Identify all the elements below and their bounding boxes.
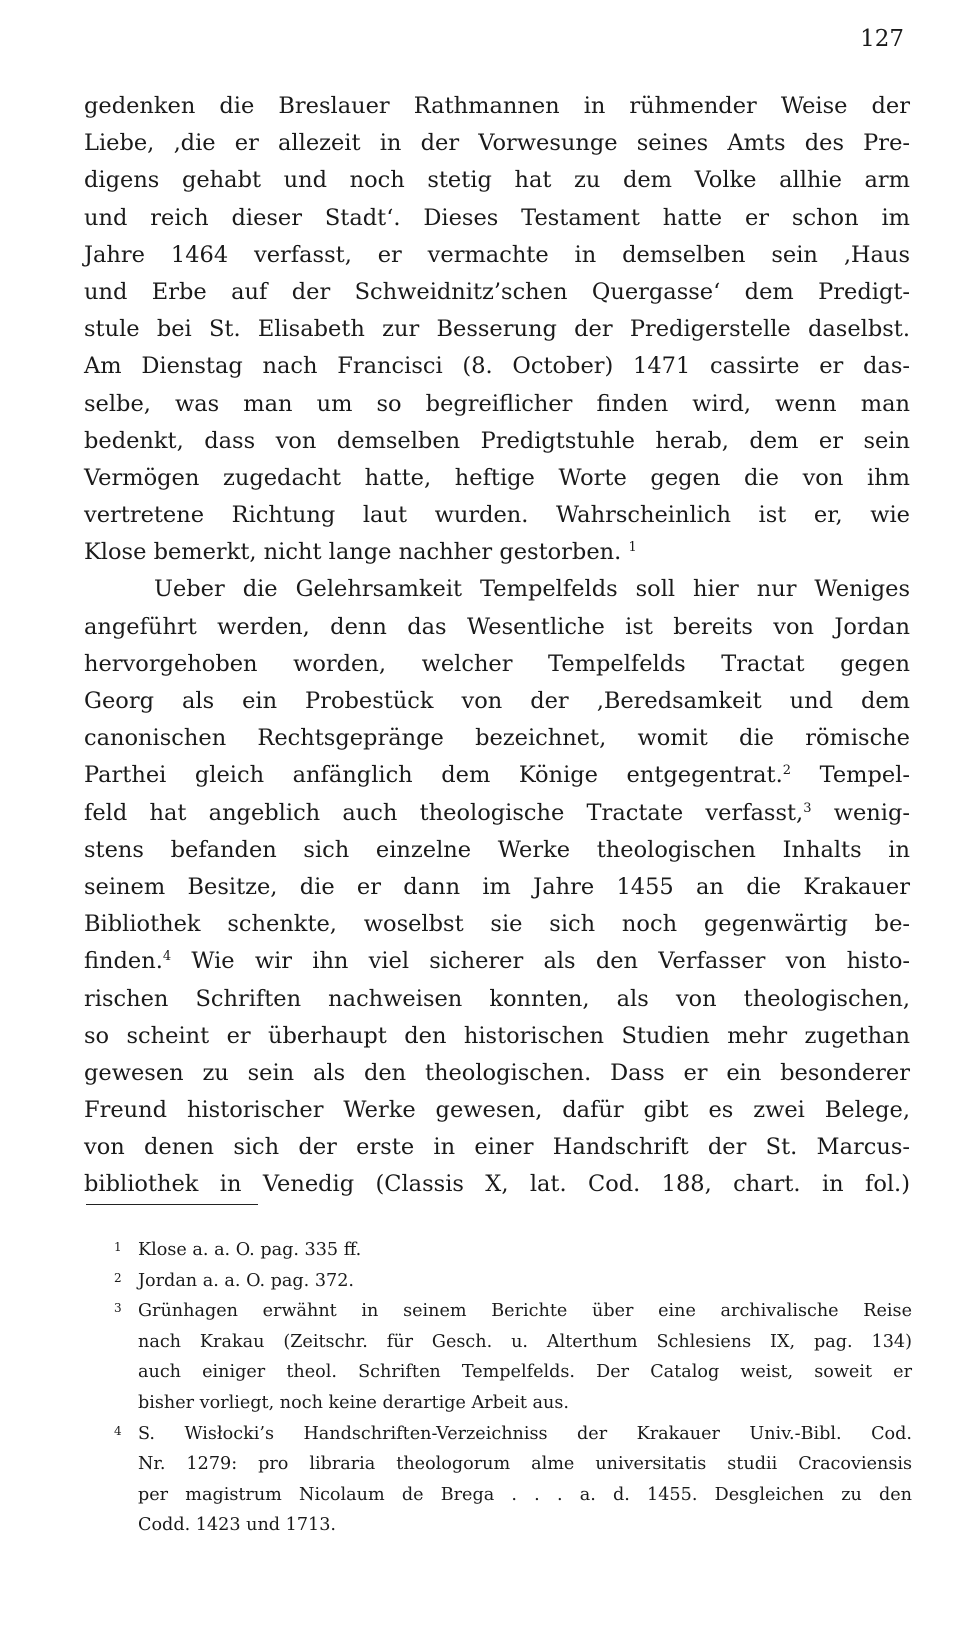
footnote-text: S. Wisłocki’s Handschriften-Verzeichniss der Krakauer Univ.-Bibl. Cod. bbox=[138, 1423, 912, 1444]
text-line: gewesen zu sein als den theologischen. Dass er ein besonderer bbox=[84, 1059, 910, 1086]
text-line: stens befanden sich einzelne Werke theologischen Inhalts in bbox=[84, 836, 910, 863]
text-line: angeführt werden, denn das Wesentliche ist bereits von Jordan bbox=[84, 613, 910, 640]
footnote-line: per magistrum Nicolaum de Brega . . . a. d. 1455. Desgleichen zu den bbox=[138, 1484, 912, 1505]
footnotes bbox=[112, 1235, 912, 1541]
text-line bbox=[84, 757, 910, 794]
text-segment: feld hat angeblich auch theologische Tractate verfasst, bbox=[84, 799, 804, 826]
text-line: bibliothek in Venedig (Classis X, lat. Cod. 188, chart. in fol.) bbox=[84, 1171, 910, 1198]
text-segment: Tempel- bbox=[819, 762, 910, 789]
footnote-line: Codd. 1423 und 1713. bbox=[138, 1515, 337, 1536]
text-line: Liebe, ‚die er allezeit in der Vorwesunge seines Amts des Pre- bbox=[84, 130, 910, 157]
footnote-mark: 3 bbox=[114, 1301, 122, 1316]
footnote-ref: 3 bbox=[803, 800, 812, 816]
footnote-line: bisher vorliegt, noch keine derartige Arbeit aus. bbox=[138, 1392, 569, 1413]
text-line: vertretene Richtung laut wurden. Wahrscheinlich ist er, wie bbox=[84, 502, 910, 529]
text-line: so scheint er überhaupt den historischen Studien mehr zugethan bbox=[84, 1022, 910, 1049]
text-line: canonischen Rechtsgepränge bezeichnet, womit die römische bbox=[84, 725, 910, 752]
footnote-line bbox=[112, 1235, 912, 1266]
footnote-text: Grünhagen erwähnt in seinem Berichte über eine archivalische Reise bbox=[138, 1301, 912, 1322]
footnote-mark: 2 bbox=[114, 1270, 122, 1285]
text-segment: Parthei gleich anfänglich dem Könige entgegentrat. bbox=[84, 762, 783, 789]
text-line: gedenken die Breslauer Rathmannen in rühmender Weise der bbox=[84, 93, 910, 119]
footnote-ref: 4 bbox=[162, 949, 172, 965]
footnote-line: Nr. 1279: pro libraria theologorum alme universitatis studii Cracoviensis bbox=[138, 1454, 912, 1475]
text-line: Bibliothek schenkte, woselbst sie sich noch gegenwärtig be- bbox=[84, 911, 910, 938]
text-line: Vermögen zugedacht hatte, heftige Worte gegen die von ihm bbox=[84, 464, 910, 491]
text-line: selbe, was man um so begreiflicher finden wird, wenn man bbox=[84, 390, 910, 417]
text-line: Ueber die Gelehrsamkeit Tempelfelds soll hier nur Weniges bbox=[154, 576, 910, 603]
footnote-text: Klose a. a. O. pag. 335 ff. bbox=[138, 1240, 362, 1260]
text-line: hervorgehoben worden, welcher Tempelfelds Tractat gegen bbox=[84, 650, 910, 677]
text-line: seinem Besitze, die er dann im Jahre 1455 an die Krakauer bbox=[84, 873, 910, 900]
text-line: und Erbe auf der Schweidnitz’schen Quergasse‘ dem Predigt- bbox=[84, 278, 910, 305]
text-line: Georg als ein Probestück von der ‚Beredsamkeit und dem bbox=[84, 688, 910, 714]
text-line: bedenkt, dass von demselben Predigtstuhle herab, dem er sein bbox=[84, 427, 910, 454]
main-text bbox=[84, 88, 910, 1204]
footnote-line: nach Krakau (Zeitschr. für Gesch. u. Alterthum Schlesiens IX, pag. 134) bbox=[138, 1331, 912, 1352]
text-segment: Klose bemerkt, nicht lange nachher gestorben. bbox=[84, 539, 622, 566]
footnote-line bbox=[112, 1296, 912, 1327]
text-segment: finden. bbox=[84, 948, 163, 975]
text-segment: Wie wir ihn viel sicherer als den Verfasser von histo- bbox=[191, 948, 910, 975]
page-number: 127 bbox=[860, 26, 904, 52]
footnote-line bbox=[112, 1419, 912, 1450]
footnote-mark: 4 bbox=[114, 1423, 122, 1438]
text-line: stule bei St. Elisabeth zur Besserung der Predigerstelle daselbst. bbox=[84, 316, 910, 343]
text-line: Jahre 1464 verfasst, er vermachte in demselben sein ‚Haus bbox=[84, 241, 910, 268]
text-line: Freund historischer Werke gewesen, dafür gibt es zwei Belege, bbox=[84, 1097, 910, 1124]
footnote-mark: 1 bbox=[114, 1240, 122, 1254]
footnote-ref: 1 bbox=[628, 540, 637, 556]
text-segment: wenig- bbox=[833, 799, 910, 826]
text-line: von denen sich der erste in einer Handschrift der St. Marcus- bbox=[84, 1134, 910, 1161]
footnote-line bbox=[112, 1266, 912, 1297]
footnote-separator bbox=[86, 1204, 258, 1205]
text-line: rischen Schriften nachweisen konnten, als von theologischen, bbox=[84, 985, 910, 1012]
text-line bbox=[84, 943, 910, 980]
text-line: digens gehabt und noch stetig hat zu dem Volke allhie arm bbox=[84, 167, 910, 194]
footnote-text: Jordan a. a. O. pag. 372. bbox=[138, 1270, 355, 1291]
text-line: und reich dieser Stadt‘. Dieses Testament hatte er schon im bbox=[84, 204, 910, 231]
footnote-ref: 2 bbox=[782, 763, 791, 779]
footnote-line: auch einiger theol. Schriften Tempelfelds. Der Catalog weist, soweit er bbox=[138, 1362, 912, 1383]
text-line bbox=[84, 795, 910, 832]
text-line: Am Dienstag nach Francisci (8. October) 1471 cassirte er das- bbox=[84, 353, 910, 380]
text-line bbox=[84, 534, 910, 571]
